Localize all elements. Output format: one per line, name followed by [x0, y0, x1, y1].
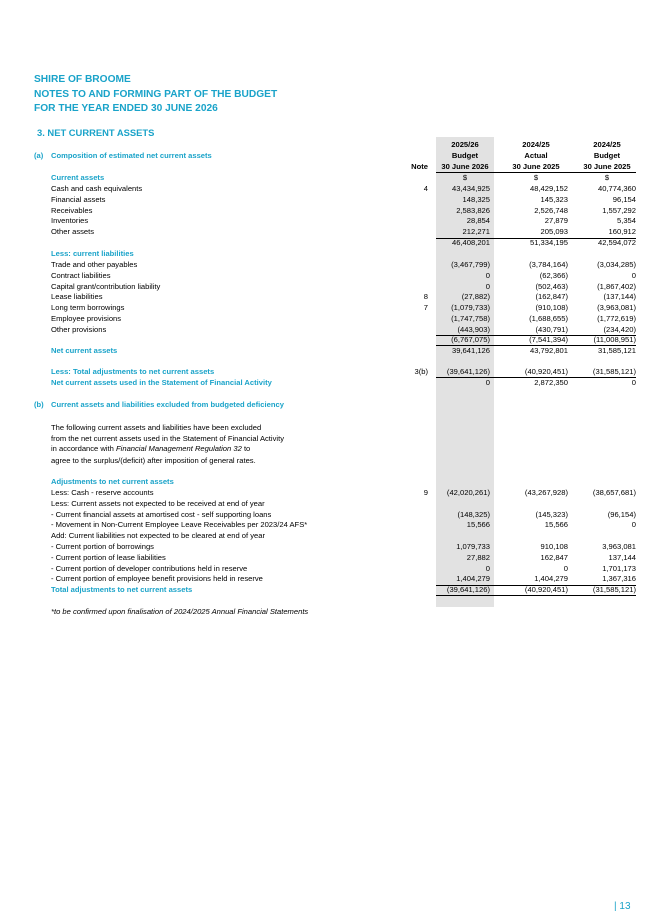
current-liability-row-col3: (234,420)	[603, 324, 636, 334]
adjustment-row-col2: 0	[563, 563, 568, 573]
adjustment-row-col1: (42,020,261)	[446, 488, 490, 497]
current-asset-row-col3: 5,354	[616, 216, 636, 226]
adjustment-row-label: - Movement in Non-Current Employee Leave Receivables per 2023/24 AFS*	[51, 520, 308, 530]
report-subtitle: NOTES TO AND FORMING PART OF THE BUDGET	[34, 89, 278, 100]
col1-header-date: 30 June 2026	[441, 162, 489, 171]
adjustment-row-col2: 910,108	[540, 542, 568, 551]
adjustment-row-label: Less: Cash - reserve accounts	[51, 488, 154, 497]
less-adj-col1: (39,641,126)	[446, 367, 490, 376]
current-liability-row-col3: (137,144)	[603, 292, 636, 302]
current-liability-row-col3: 0	[631, 270, 636, 280]
adjustments-total-label: Total adjustments to net current assets	[51, 585, 193, 594]
adj-total-col2: (40,920,451)	[524, 585, 568, 594]
note-column-header: Note	[411, 162, 428, 171]
footnote: *to be confirmed upon finalisation of 2024/2025 Annual Financial Statements	[51, 607, 309, 616]
current-asset-row-col2: 2,526,748	[534, 205, 568, 215]
part-b-label: (b)	[34, 400, 44, 409]
current-asset-row-col2: 48,429,152	[529, 184, 568, 193]
adjustment-row-label: - Current financial assets at amortised cost - self supporting loans	[51, 509, 272, 519]
currency-col1: $	[462, 173, 468, 182]
current-liability-row-col3: (1,867,402)	[597, 281, 636, 291]
nca-col3: 31,585,121	[597, 346, 636, 355]
current-asset-row-label: Financial assets	[51, 194, 106, 204]
paragraph-line-1: The following current assets and liabilities have been excluded	[51, 423, 262, 432]
current-assets-heading: Current assets	[51, 173, 105, 182]
current-liability-row-label: Lease liabilities	[51, 292, 103, 302]
current-asset-row-col2: 27,879	[544, 216, 568, 226]
paragraph-line-2: from the net current assets used in the Statement of Financial Activity	[51, 434, 284, 443]
less-adj-col3: (31,585,121)	[592, 367, 636, 376]
cl-total-col2: (7,541,394)	[529, 335, 568, 344]
current-liability-row-note: 8	[423, 292, 428, 302]
current-liability-row-col2: (62,366)	[539, 270, 568, 280]
current-asset-row-label: Receivables	[51, 205, 93, 215]
current-liability-row-note: 7	[423, 303, 428, 313]
col2-header-date: 30 June 2025	[512, 162, 560, 171]
ca-total-col1: 46,408,201	[451, 238, 490, 247]
less-adjustments-label: Less: Total adjustments to net current assets	[51, 367, 215, 376]
col1-header-type: Budget	[451, 151, 479, 160]
adjustment-row-col3: (38,657,681)	[592, 488, 636, 497]
adjustment-row-col2: 1,404,279	[534, 574, 568, 584]
adjustment-row-col2: (43,267,928)	[524, 488, 568, 497]
col3-header-type: Budget	[593, 151, 621, 160]
current-asset-row-col1: 148,325	[462, 194, 490, 204]
current-asset-row-col3: 160,912	[608, 227, 636, 237]
current-asset-row-col1: 2,583,826	[456, 205, 490, 215]
current-liability-row-col2: (910,108)	[535, 303, 568, 313]
adjustment-row-col3: 3,963,081	[602, 542, 636, 551]
ca-total-col3: 42,594,072	[597, 238, 636, 247]
current-liability-row-col3: (3,034,285)	[597, 260, 636, 269]
currency-col2: $	[533, 173, 539, 182]
current-asset-row-col1: 212,271	[462, 227, 490, 237]
adjustment-row-col1: 15,566	[466, 520, 490, 530]
current-asset-row-label: Other assets	[51, 227, 95, 237]
adjustment-row-col3: 0	[631, 520, 636, 530]
cl-total-col1: (6,767,075)	[451, 335, 490, 344]
current-asset-row-col2: 145,323	[540, 194, 568, 204]
col2-header-year: 2024/25	[522, 140, 550, 149]
adjustment-row-col3: 137,144	[608, 552, 636, 562]
section-title: 3. NET CURRENT ASSETS	[37, 127, 155, 138]
less-adjustments-note: 3(b)	[414, 367, 428, 376]
report-entity-title: SHIRE OF BROOME	[34, 74, 131, 85]
current-liability-row-label: Other provisions	[51, 324, 107, 334]
net-used-col3: 0	[631, 378, 636, 387]
adj-total-col1: (39,641,126)	[446, 585, 490, 594]
adj-total-col3: (31,585,121)	[592, 585, 636, 594]
current-liability-row-label: Long term borrowings	[51, 303, 125, 313]
adj-total-bottom-rule	[436, 595, 636, 596]
net-current-assets-label: Net current assets	[51, 346, 118, 355]
current-liability-row-col3: (1,772,619)	[597, 314, 636, 323]
page-number: | 13	[614, 901, 631, 912]
adjustment-row-label: Less: Current assets not expected to be received at end of year	[51, 498, 265, 508]
adjustment-row-col1: 27,882	[466, 552, 490, 562]
adjustment-row-label: - Current portion of employee benefit provisions held in reserve	[51, 574, 263, 584]
current-liability-row-col2: (502,463)	[535, 281, 568, 291]
adjustment-row-col3: (96,154)	[607, 509, 636, 519]
col1-header-year: 2025/26	[451, 140, 479, 149]
adjustment-row-col1: 1,079,733	[456, 542, 490, 551]
current-asset-row-col2: 205,093	[540, 227, 568, 237]
adjustment-row-label: - Current portion of developer contributions held in reserve	[51, 563, 248, 573]
part-b-title: Current assets and liabilities excluded from budgeted deficiency	[51, 400, 284, 409]
adjustment-row-label: - Current portion of lease liabilities	[51, 552, 166, 562]
current-liability-row-col1: 0	[485, 270, 490, 280]
current-liabilities-heading: Less: current liabilities	[51, 249, 134, 258]
report-period: FOR THE YEAR ENDED 30 JUNE 2026	[34, 103, 218, 114]
nca-col2: 43,792,801	[529, 346, 568, 355]
col2-header-type: Actual	[524, 151, 548, 160]
adjustments-heading: Adjustments to net current assets	[51, 477, 174, 486]
current-asset-row-col1: 43,434,925	[451, 184, 490, 193]
adjustment-row-col2: 15,566	[544, 520, 568, 530]
adjustment-row-col2: 162,847	[540, 552, 568, 562]
adjustment-row-col2: (145,323)	[535, 509, 568, 519]
current-liability-row-col2: (162,847)	[535, 292, 568, 302]
adjustment-row-note: 9	[423, 488, 428, 497]
net-used-label: Net current assets used in the Statement of Financial Activity	[51, 378, 272, 387]
current-liability-row-label: Trade and other payables	[51, 260, 138, 269]
adjustment-row-col3: 1,367,316	[602, 574, 636, 584]
adjustment-row-col1: 0	[485, 563, 490, 573]
paragraph-line-3	[51, 444, 250, 454]
adjustment-row-col1: (148,325)	[457, 509, 490, 519]
net-used-col2: 2,872,350	[534, 378, 568, 387]
current-asset-row-label: Inventories	[51, 216, 89, 226]
current-liability-row-col1: (1,747,758)	[451, 314, 490, 323]
current-liability-row-col3: (3,963,081)	[597, 303, 636, 313]
ca-total-col2: 51,334,195	[529, 238, 568, 247]
adjustment-row-col3: 1,701,173	[602, 563, 636, 573]
cl-total-col3: (11,008,951)	[593, 335, 636, 344]
current-asset-row-col3: 1,557,292	[602, 205, 636, 215]
regulation-reference: Financial Management Regulation 32	[116, 444, 242, 453]
current-asset-row-col3: 96,154	[612, 194, 636, 204]
current-asset-row-col1: 28,854	[466, 216, 490, 226]
paragraph-line-3-post: to	[241, 444, 251, 453]
current-liability-row-label: Employee provisions	[51, 314, 122, 323]
current-liability-row-col1: 0	[485, 281, 490, 291]
current-asset-row-col3: 40,774,360	[597, 184, 636, 193]
currency-col3: $	[604, 173, 610, 182]
current-liability-row-col1: (27,882)	[461, 292, 490, 302]
less-adj-col2: (40,920,451)	[524, 367, 568, 376]
current-liability-row-col1: (443,903)	[457, 324, 490, 334]
adjustment-row-col1: 1,404,279	[456, 574, 490, 584]
current-liability-row-col2: (3,784,164)	[529, 260, 568, 269]
col3-header-year: 2024/25	[593, 140, 621, 149]
col3-header-date: 30 June 2025	[583, 162, 631, 171]
paragraph-line-4: agree to the surplus/(deficit) after imposition of general rates.	[51, 456, 256, 465]
part-a-label: (a)	[34, 151, 44, 160]
current-liability-row-col1: (3,467,799)	[451, 260, 490, 269]
paragraph-line-3-pre: in accordance with	[51, 444, 117, 453]
nca-col1: 39,641,126	[451, 346, 490, 355]
adjustment-row-label: Add: Current liabilities not expected to be cleared at end of year	[51, 531, 266, 541]
current-liability-row-col2: (430,791)	[535, 324, 568, 334]
current-liability-row-col1: (1,079,733)	[451, 303, 490, 313]
part-a-title: Composition of estimated net current assets	[51, 151, 212, 160]
current-liability-row-label: Contract liabilities	[51, 270, 111, 280]
net-used-col1: 0	[485, 378, 490, 387]
current-liability-row-label: Capital grant/contribution liability	[51, 281, 161, 291]
current-asset-row-note: 4	[423, 184, 428, 193]
current-asset-row-label: Cash and cash equivalents	[51, 184, 143, 193]
current-liability-row-col2: (1,688,655)	[529, 314, 568, 323]
adjustment-row-label: - Current portion of borrowings	[51, 542, 154, 551]
